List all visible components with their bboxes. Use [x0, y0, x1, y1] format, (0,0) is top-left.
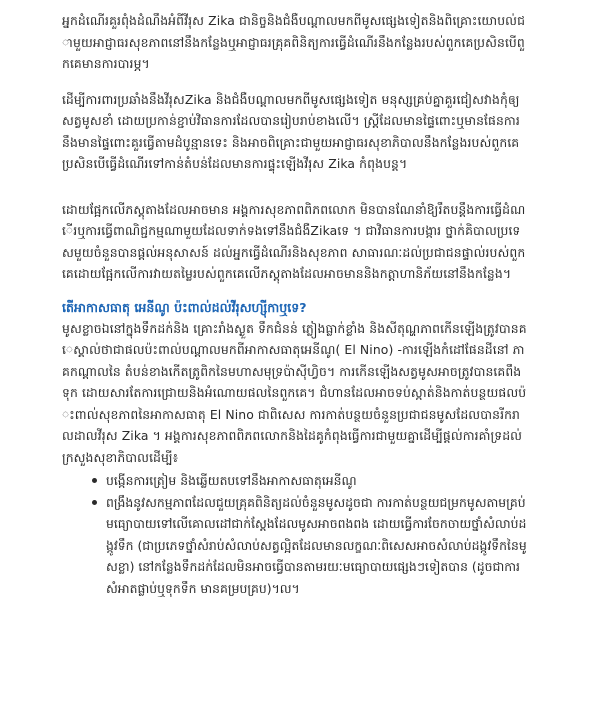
- bullet-icon: [92, 500, 97, 505]
- support-actions-list: [62, 470, 527, 599]
- paragraph-mosquito-protection: ដើម្បីការពារប្រឆាំងនឹងវីរុសZika និងជំងឺបណ្តាលមកពីមូសផ្សេងទៀត មនុស្សគ្រប់គ្នាគួរជៀសវាងកុំឲ្យសត្វមូសខាំ ដោយប្រកាន់ខ្ជាប់វិធានការដែលបានរៀបរាប់ខាងលើ។ ស្ត្រីដែលមានផ្ទៃពោះឬមានផែនការនឹងមានផ្ទៃពោះគួរធ្វើតាមដំបូន្មានទេះ និងអាចពិគ្រោះជាមួយអាជ្ញាធរសុខាភិបាលនឹងកន្លែងរបស់ពួកគេប្រសិនបើធ្វើដំណើរទៅកាន់តំបន់ដែលមានការផ្ទុះឡើងវីរុស Zika កំពុងបន្ត។: [62, 91, 520, 171]
- paragraph-travel-advice: អ្នកដំណើរគួរពុំងដំណឹងអំពីវីរុស Zika ជានិច្ចនិងជំងឺបណ្តាលមកពីមូសផ្សេងទៀតនិងពិគ្រោះយោបល់ជាមួយអាជ្ញាធរសុខភាពនៅនឹងកន្លែងឬអាជ្ញាធរគ្រុគពិនិត្យការធ្វើដំណើរនឹងកន្លែងរបស់ពួកគេប្រសិនបើពួកគេមានការបារម្ភ។: [62, 13, 526, 71]
- paragraph-el-nino-effects: មូសខ្លាចឯនៅក្នុងទឹកដក់និង គ្រោះរាំងស្ងួត ទឹកជំនន់ ភ្លៀងធ្លាក់ខ្លាំង និងសីតុណ្ហភាពកើនឡើងត្រូវបានគេស្គាល់ថាជាផលប៉ះពាល់បណ្តាលមកពីអាកាសធាតុអេនីណូ( El Nino) -ការឡើងកំដៅផែនដីនៅ ភាគកណ្តាលនៃ តំបន់ខាងកើតត្រូពិកនៃមហាសមុទ្រប៉ាស៊ីហ្វិច។ ការកើនឡើងសត្វមូសអាចត្រូវបានគេពឹងទុក ដោយសារតែការជ្រោយនិងអំណោយផលនៃពួកគេ។ ជំហានដែលអាចទប់ស្កាត់និងកាត់បន្ថយផលប៉ះពាល់សុខភាពនៃអាកាសធាតុ El Nino ជាពិសេស ការកាត់បន្ថយចំនួនប្រជាជនមូសដែលបានរីករាលដាលវីរុស Zika ។ អង្គការសុខភាពពិភពលោកនិងដៃគូកំពុងធ្វើការជាមួយគ្នាដើម្បីផ្តល់ការគាំទ្រដល់ក្រសួងសុខាភិបាលដើម្បី៖: [62, 320, 527, 465]
- paragraph-who-travel-restrictions: ដោយផ្អែកលើភស្តុតាងដែលអាចមាន អង្គការសុខភាពពិភពលោក មិនបានណែនាំឱ្យរឹតបន្តឹងការធ្វើដំណើរឬការធ្វើពាណិជ្ជកម្មណាមួយដែលទាក់ទងទៅនឹងជំងឺZikaទេ ។ ជាវិធានការបង្ការ ថ្នាក់គិបាលប្រទេសមួយចំនួនបានផ្តល់អនុសាសន៍ ដល់អ្នកធ្វើដំណើរនិងសុខភាព សាធារណៈដល់ប្រជាជនផ្ទាល់របស់ពួកគេដោយផ្អែកលើការវាយតម្លៃរបស់ពួកគេលើភស្តុតាងដែលអាចមាននិងកត្តាហានិភ័យនៅនឹងកន្លែង។: [62, 201, 526, 281]
- list-item: [92, 470, 527, 492]
- list-item: [92, 492, 527, 600]
- list-item-text: ពង្រឹងនូវសកម្មភាពដែលជួយគ្រុគពិនិត្យដល់ចំនួនមូសដូចជា ការកាត់បន្ថយជម្រកមូសតាមគ្រប់មធ្យោបាយទៅលើគោលដៅជាក់ស្តែងដែលមូសអាចពងពង ដោយធ្វើការចែកចាយថ្នាំសំលាប់ដង្កូវទឹក (ជាប្រភេទថ្នាំសំរាប់សំលាប់សត្វល្អិតដែលមានលក្ខណៈពិសេសអាចសំលាប់ដង្កូវទឹកនៃមូសខ្លា) នៅកន្លែងទឹកដក់ដែលមិនអាចធ្វើបានតាមរយៈមធ្យោបាយផ្សេងៗទៀតបាន (ដូចជាការសំអាតផ្លាប់ឬទុកទឹក មានគម្របគ្រប)។ល។: [106, 494, 527, 596]
- list-item-text: បង្កើនការត្រៀម និងឆ្លើយតបទៅនឹងអាកាសធាតុអេនីណូ: [106, 473, 357, 488]
- bullet-icon: [92, 478, 97, 483]
- section-heading-el-nino: តើអាកាសធាតុ អេនីណូ ប៉ះពាល់ដល់វីរុសហ្ស៊ីកាឬទេ?: [62, 299, 307, 315]
